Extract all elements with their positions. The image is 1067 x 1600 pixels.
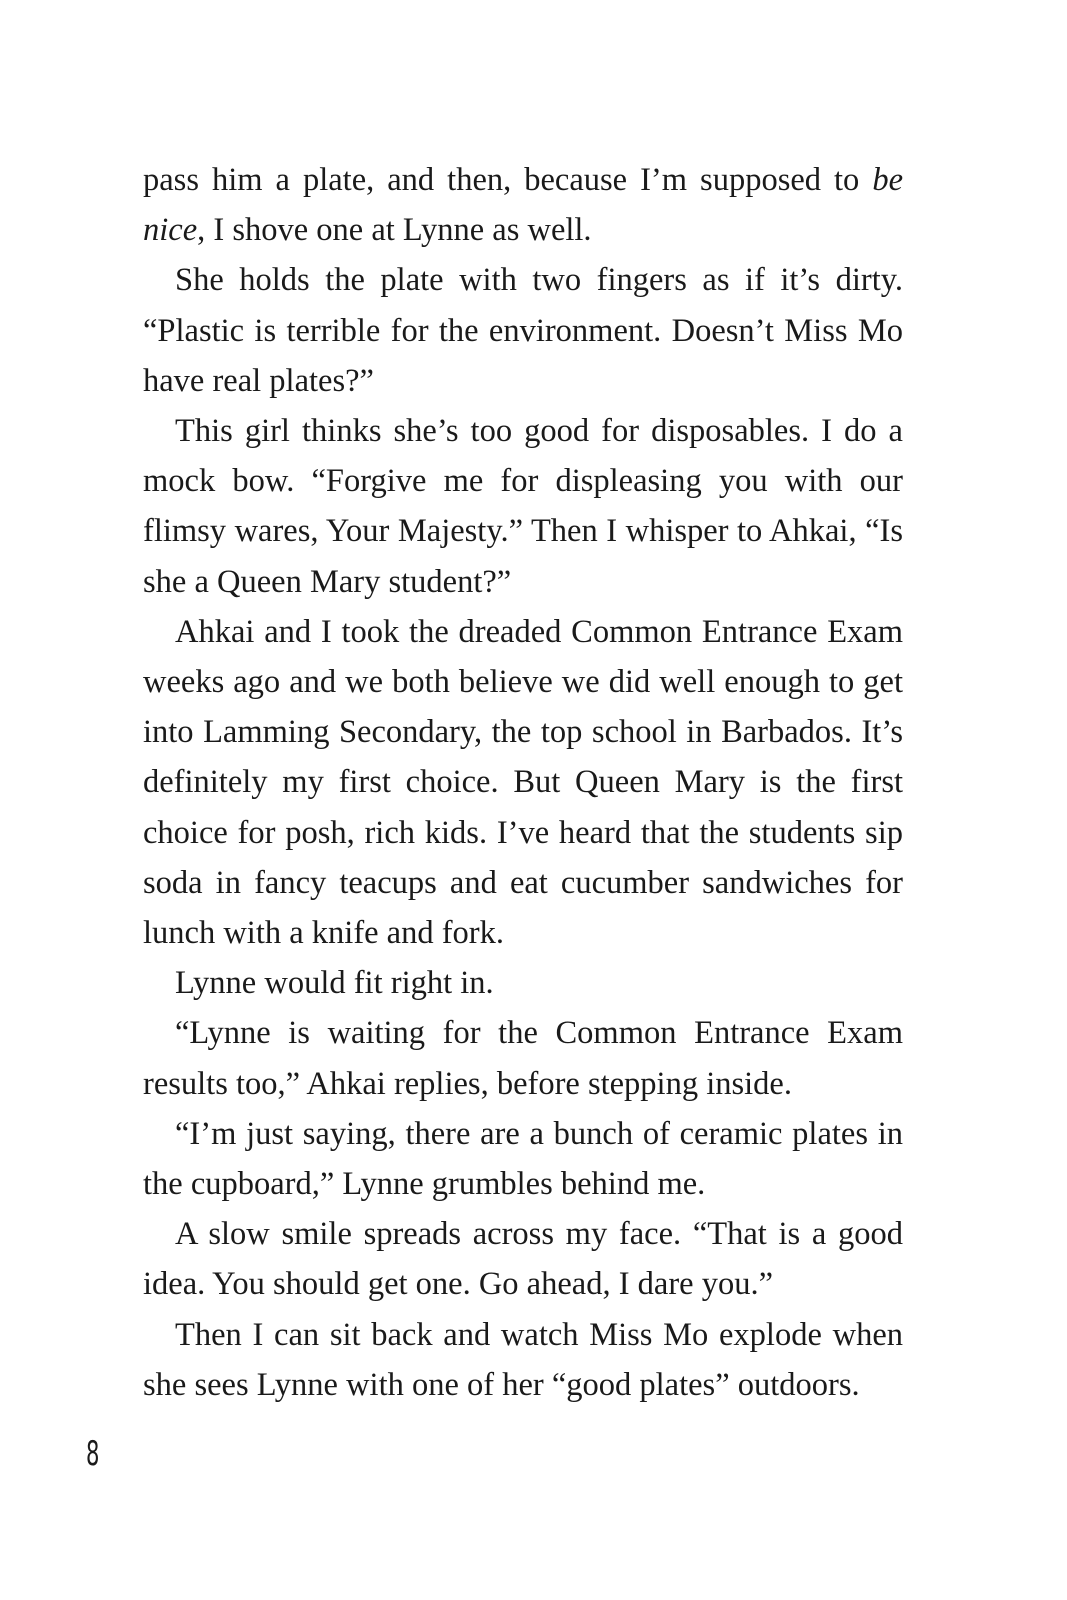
paragraph-text: pass him a plate, and then, because I’m supposed to bbox=[143, 162, 873, 198]
paragraph-continued bbox=[143, 155, 903, 255]
page-number: 8 bbox=[86, 1434, 100, 1474]
paragraph: A slow smile spreads across my face. “That is a good idea. You should get one. Go ahead, I dare you.” bbox=[143, 1216, 903, 1303]
body-text bbox=[143, 155, 903, 1410]
paragraph: “Lynne is waiting for the Common Entrance Exam results too,” Ahkai replies, before stepping inside. bbox=[143, 1015, 903, 1102]
paragraph: She holds the plate with two fingers as if it’s dirty. “Plastic is terrible for the environment. Doesn’t Miss Mo have real plates?” bbox=[143, 262, 903, 399]
paragraph: This girl thinks she’s too good for disposables. I do a mock bow. “Forgive me for displeasing you with our flimsy wares, Your Majesty.” Then I whisper to Ahkai, “Is she a Queen Mary student?” bbox=[143, 413, 903, 600]
paragraph: Then I can sit back and watch Miss Mo explode when she sees Lynne with one of her “good plates” outdoors. bbox=[143, 1316, 903, 1403]
paragraph: “I’m just saying, there are a bunch of ceramic plates in the cupboard,” Lynne grumbles behind me. bbox=[143, 1115, 903, 1203]
paragraph-text: , I shove one at Lynne as well. bbox=[197, 212, 592, 249]
paragraph: Lynne would fit right in. bbox=[175, 965, 494, 1002]
emphasized-text: be nice bbox=[143, 162, 903, 249]
paragraph: Ahkai and I took the dreaded Common Entrance Exam weeks ago and we both believe we did well enough to get into Lamming Secondary, the top school in Barbados. It’s definitely my first choice. But Queen Mary is the first choice for posh, rich kids. I’ve heard that the students sip soda in fancy teacups and eat cucumber sandwiches for lunch with a knife and fork. bbox=[143, 613, 903, 952]
